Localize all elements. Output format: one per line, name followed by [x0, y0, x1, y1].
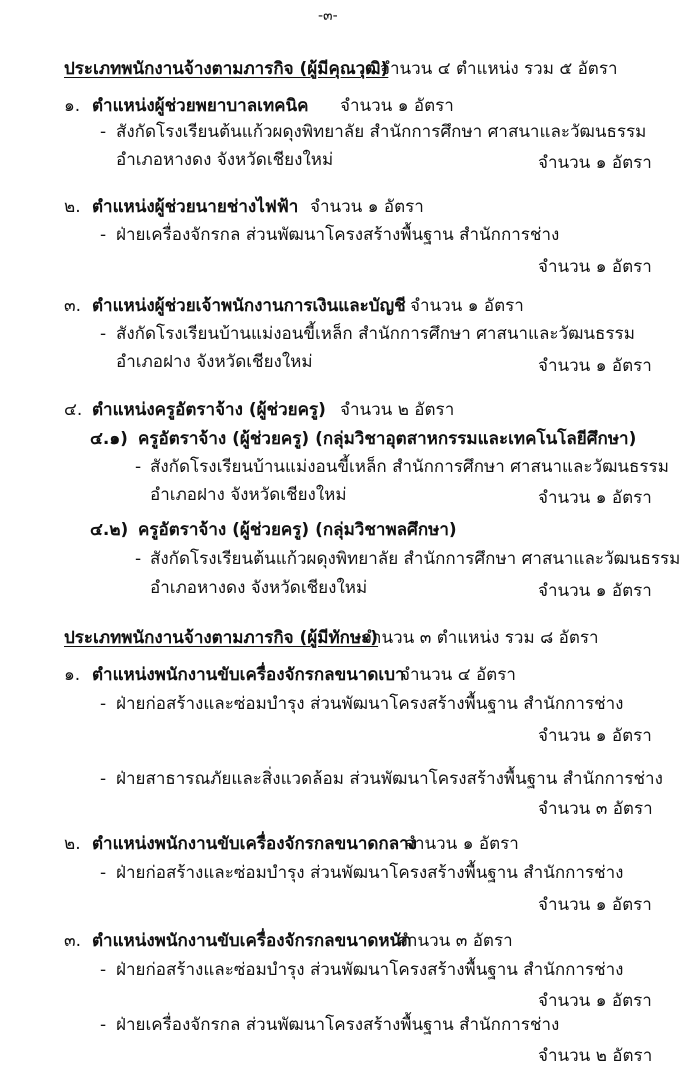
item-number: ๑.: [64, 665, 81, 685]
bullet-dash: -: [100, 324, 107, 344]
section1-heading: ประเภทพนักงานจ้างตามภารกิจ (ผู้มีคุณวุฒิ): [64, 59, 389, 79]
position-count: จำนวน ๓ อัตรา: [398, 931, 513, 951]
subitem-number: ๔.๒): [90, 520, 129, 540]
subitem-title: ครูอัตราจ้าง (ผู้ช่วยครู) (กลุ่มวิชาพลศึกษา): [138, 520, 457, 540]
unit-line: สังกัดโรงเรียนต้นแก้วผดุงพิทยาลัย สำนักการศึกษา ศาสนาและวัฒนธรรม: [116, 122, 647, 142]
position-count: จำนวน ๑ อัตรา: [340, 96, 454, 116]
section2-heading: ประเภทพนักงานจ้างตามภารกิจ (ผู้มีทักษะ): [64, 628, 379, 648]
section1-heading-tail: จำนวน ๔ ตำแหน่ง รวม ๕ อัตรา: [380, 59, 618, 79]
item-number: ๒.: [64, 834, 81, 854]
item-number: ๑.: [64, 96, 81, 116]
position-title: ตำแหน่งผู้ช่วยพยาบาลเทคนิค: [92, 96, 309, 116]
item-number: ๓.: [64, 296, 82, 316]
page-number: -๓-: [318, 8, 338, 24]
position-count: จำนวน ๑ อัตรา: [405, 834, 519, 854]
unit-amount: จำนวน ๓ อัตรา: [538, 799, 653, 819]
unit-line: สังกัดโรงเรียนบ้านแม่งอนขี้เหล็ก สำนักการศึกษา ศาสนาและวัฒนธรรม: [116, 324, 635, 344]
position-count: จำนวน ๑ อัตรา: [410, 296, 524, 316]
unit-line: ฝ่ายสาธารณภัยและสิ่งแวดล้อม ส่วนพัฒนาโครงสร้างพื้นฐาน สำนักการช่าง: [116, 769, 663, 789]
unit-amount: จำนวน ๑ อัตรา: [538, 257, 652, 277]
subitem-number: ๔.๑): [90, 429, 128, 449]
unit-amount: จำนวน ๑ อัตรา: [538, 488, 652, 508]
bullet-dash: -: [100, 225, 107, 245]
position-count: จำนวน ๒ อัตรา: [340, 400, 455, 420]
unit-amount: จำนวน ๑ อัตรา: [538, 581, 652, 601]
bullet-dash: -: [100, 863, 107, 883]
unit-line: อำเภอหางดง จังหวัดเชียงใหม่: [150, 578, 368, 598]
unit-amount: จำนวน ๑ อัตรา: [538, 991, 652, 1011]
unit-amount: จำนวน ๑ อัตรา: [538, 356, 652, 376]
bullet-dash: -: [100, 769, 107, 789]
position-title: ตำแหน่งพนักงานขับเครื่องจักรกลขนาดหนัก: [92, 931, 412, 951]
unit-amount: จำนวน ๑ อัตรา: [538, 726, 652, 746]
unit-line: อำเภอหางดง จังหวัดเชียงใหม่: [116, 150, 334, 170]
unit-line: ฝ่ายเครื่องจักรกล ส่วนพัฒนาโครงสร้างพื้นฐาน สำนักการช่าง: [116, 1015, 560, 1035]
position-title: ตำแหน่งผู้ช่วยเจ้าพนักงานการเงินและบัญชี: [92, 296, 406, 316]
subitem-title: ครูอัตราจ้าง (ผู้ช่วยครู) (กลุ่มวิชาอุตสาหกรรมและเทคโนโลยีศึกษา): [138, 429, 637, 449]
bullet-dash: -: [100, 122, 107, 142]
position-count: จำนวน ๑ อัตรา: [310, 197, 424, 217]
bullet-dash: -: [135, 549, 142, 569]
position-title: ตำแหน่งผู้ช่วยนายช่างไฟฟ้า: [92, 197, 299, 217]
item-number: ๓.: [64, 931, 82, 951]
unit-amount: จำนวน ๑ อัตรา: [538, 895, 652, 915]
bullet-dash: -: [100, 960, 107, 980]
unit-line: ฝ่ายก่อสร้างและซ่อมบำรุง ส่วนพัฒนาโครงสร้างพื้นฐาน สำนักการช่าง: [116, 694, 624, 714]
position-count: จำนวน ๔ อัตรา: [400, 665, 516, 685]
unit-amount: จำนวน ๑ อัตรา: [538, 153, 652, 173]
unit-line: สังกัดโรงเรียนบ้านแม่งอนขี้เหล็ก สำนักการศึกษา ศาสนาและวัฒนธรรม: [150, 457, 669, 477]
item-number: ๒.: [64, 197, 81, 217]
bullet-dash: -: [135, 457, 142, 477]
unit-line: อำเภอฝาง จังหวัดเชียงใหม่: [150, 485, 347, 505]
unit-amount: จำนวน ๒ อัตรา: [538, 1046, 653, 1066]
bullet-dash: -: [100, 694, 107, 714]
position-title: ตำแหน่งพนักงานขับเครื่องจักรกลขนาดกลาง: [92, 834, 417, 854]
position-title: ตำแหน่งพนักงานขับเครื่องจักรกลขนาดเบา: [92, 665, 405, 685]
unit-line: ฝ่ายก่อสร้างและซ่อมบำรุง ส่วนพัฒนาโครงสร้างพื้นฐาน สำนักการช่าง: [116, 863, 624, 883]
bullet-dash: -: [100, 1015, 107, 1035]
item-number: ๔.: [64, 400, 83, 420]
position-title: ตำแหน่งครูอัตราจ้าง (ผู้ช่วยครู): [92, 400, 326, 420]
unit-line: อำเภอฝาง จังหวัดเชียงใหม่: [116, 352, 313, 372]
unit-line: สังกัดโรงเรียนต้นแก้วผดุงพิทยาลัย สำนักการศึกษา ศาสนาและวัฒนธรรม: [150, 549, 681, 569]
unit-line: ฝ่ายก่อสร้างและซ่อมบำรุง ส่วนพัฒนาโครงสร้างพื้นฐาน สำนักการช่าง: [116, 960, 624, 980]
section2-heading-tail: จำนวน ๓ ตำแหน่ง รวม ๘ อัตรา: [362, 628, 599, 648]
unit-line: ฝ่ายเครื่องจักรกล ส่วนพัฒนาโครงสร้างพื้นฐาน สำนักการช่าง: [116, 225, 560, 245]
